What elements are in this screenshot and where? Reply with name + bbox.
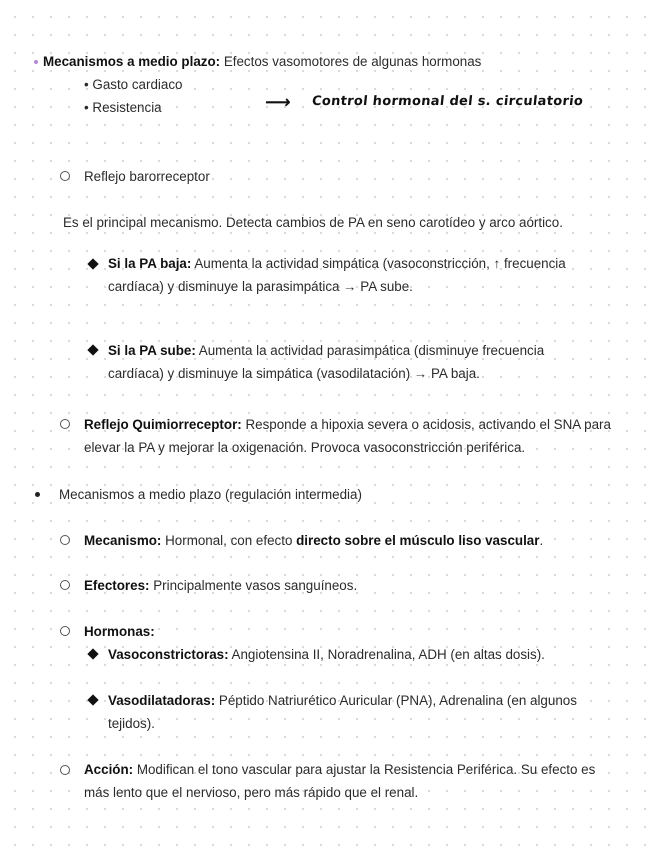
hormonas-bold: Hormonas:	[84, 624, 155, 639]
handnote-arrow-icon: ⟶	[263, 92, 293, 113]
baro-sube-bold: Si la PA sube:	[108, 343, 196, 358]
mecanismo-bold2: directo sobre el músculo liso vascular	[296, 533, 540, 548]
diamond-bullet-icon	[87, 648, 98, 659]
section1-sub-resistencia: • Resistencia	[84, 100, 162, 115]
accion-text: Modifican el tono vascular para ajustar la Resistencia Periférica. Su efecto es más lento que el nervioso, pero más rápido que el renal.	[84, 762, 596, 800]
handwritten-note: Control hormonal del s. circulatorio	[311, 94, 584, 109]
vasocon-bold: Vasoconstrictoras:	[108, 647, 229, 662]
mecanismo-bold: Mecanismo:	[84, 533, 162, 548]
baro-sube-text: Aumenta la actividad parasimpática (disminuye frecuencia cardíaca) y disminuye la simpática (vasodilatación) → PA baja.	[108, 343, 545, 381]
bullet-dot	[35, 492, 40, 497]
vasodilatadoras-line	[108, 689, 613, 735]
circle-bullet-icon	[60, 171, 70, 181]
quimio-paragraph	[84, 413, 616, 459]
mecanismo-line	[84, 533, 543, 548]
quimio-bold: Reflejo Quimiorreceptor:	[84, 417, 242, 432]
efectores-bold: Efectores:	[84, 578, 150, 593]
vasoconstrictoras-line	[108, 647, 545, 662]
mecanismo-end: .	[539, 533, 544, 548]
section1-title	[43, 54, 481, 69]
accion-bold: Acción:	[84, 762, 134, 777]
diamond-bullet-icon	[87, 258, 98, 269]
baro-description: Es el principal mecanismo. Detecta cambios de PA en seno carotídeo y arco aórtico.	[63, 215, 563, 230]
section1-title-rest: Efectos vasomotores de algunas hormonas	[220, 54, 482, 69]
section1-title-bold: Mecanismos a medio plazo:	[43, 54, 221, 69]
bullet-dot	[34, 60, 38, 64]
section2-title: Mecanismos a medio plazo (regulación intermedia)	[59, 487, 362, 502]
efectores-line	[84, 578, 357, 593]
baro-sube	[108, 339, 578, 385]
hormonas-line	[84, 624, 155, 639]
mecanismo-text: Hormonal, con efecto	[161, 533, 297, 548]
efectores-text: Principalmente vasos sanguíneos.	[149, 578, 358, 593]
baro-baja-text: Aumenta la actividad simpática (vasoconstricción, ↑ frecuencia cardíaca) y disminuye la parasimpática → PA sube.	[108, 256, 566, 294]
circle-bullet-icon	[60, 626, 70, 636]
accion-paragraph	[84, 758, 612, 804]
quimio-text: Responde a hipoxia severa o acidosis, activando el SNA para elevar la PA y mejorar la oxigenación. Provoca vasoconstricción periférica.	[84, 417, 611, 455]
circle-bullet-icon	[60, 580, 70, 590]
vasodil-bold: Vasodilatadoras:	[108, 693, 216, 708]
circle-bullet-icon	[60, 765, 70, 775]
vasocon-text: Angiotensina II, Noradrenalina, ADH (en altas dosis).	[228, 647, 545, 662]
circle-bullet-icon	[60, 535, 70, 545]
vasodil-text: Péptido Natriurético Auricular (PNA), Adrenalina (en algunos tejidos).	[108, 693, 577, 731]
circle-bullet-icon	[60, 419, 70, 429]
diamond-bullet-icon	[87, 344, 98, 355]
baro-baja	[108, 252, 608, 298]
baro-baja-bold: Si la PA baja:	[108, 256, 192, 271]
baro-heading: Reflejo barorreceptor	[84, 169, 210, 184]
diamond-bullet-icon	[87, 694, 98, 705]
section1-sub-gasto: • Gasto cardiaco	[84, 77, 183, 92]
